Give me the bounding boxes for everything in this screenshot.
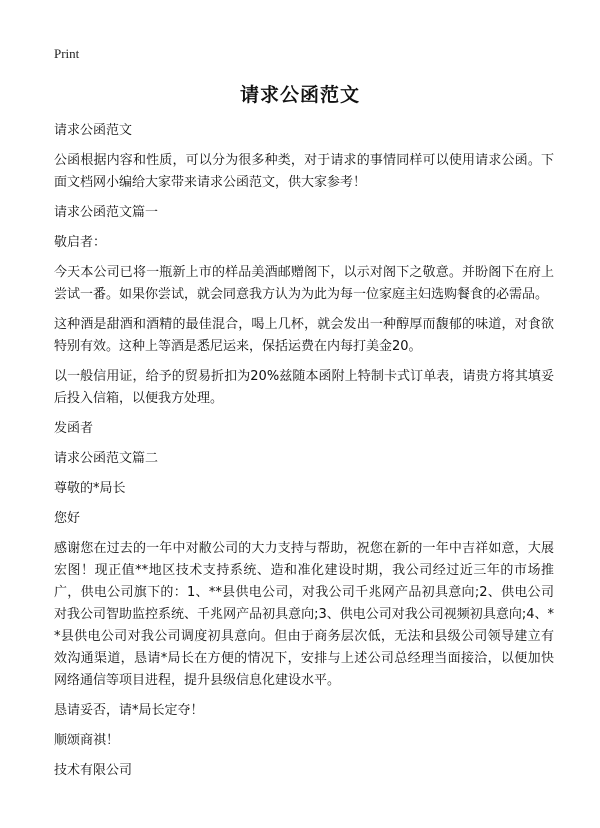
paragraph-salutation-two: 尊敬的*局长 (54, 481, 126, 496)
paragraph-greeting: 您好 (54, 511, 81, 526)
paragraph-section-one-heading: 请求公函范文篇一 (54, 205, 159, 220)
paragraph-request: 恳请妥否，请*局长定夺！ (54, 703, 204, 718)
paragraph-intro: 公函根据内容和性质，可以分为很多种类，对于请求的事情同样可以使用请求公函。下面文档网小编给大家带来请求公函范文，供大家参考！ (54, 153, 554, 190)
paragraph-subtitle: 请求公函范文 (54, 123, 133, 138)
document-body (54, 120, 554, 790)
document-title: 请求公函范文 (239, 84, 360, 106)
paragraph-closing: 顺颂商祺！ (54, 733, 120, 748)
paragraph-salutation-one: 敬启者： (54, 235, 107, 250)
paragraph-body: 以一般信用证，给予的贸易折扣为20%兹随本函附上特制卡式订单表，请贵方将其填妥后投入信箱，以便我方处理。 (54, 369, 554, 406)
paragraph-signature: 技术有限公司 (54, 763, 133, 778)
paragraph-body: 感谢您在过去的一年中对敝公司的大力支持与帮助，祝您在新的一年中吉祥如意，大展宏图！现正值**地区技术支持系统、造和准化建设时期，我公司经过近三年的市场推广，供电公司旗下的：1、**县供电公司，对我公司千兆网产品初具意向;2、供电公司对我公司智助监控系统、千兆网产品初具意向;3、供电公司对我公司视频初具意向;4、**县供电公司对我公司调度初具意向。但由于商务层次低，无法和县级公司领导建立有效沟通渠道，恳请*局长在方便的情况下，安排与上述公司总经理当面接洽，以便加快网络通信等项目进程，提升县级信息化建设水平。 (54, 541, 554, 688)
paragraph-body: 这种酒是甜酒和酒精的最佳混合，喝上几杯，就会发出一种醇厚而馥郁的味道，对食欲特别有效。这种上等酒是悉尼运来，保括运费在内每打美金20。 (54, 317, 554, 354)
paragraph-body: 今天本公司已将一瓶新上市的样品美酒邮赠阁下，以示对阁下之敬意。并盼阁下在府上尝试一番。如果你尝试，就会同意我方认为为此为每一位家庭主妇选购餐食的必需品。 (54, 265, 554, 302)
paragraph-sender: 发函者 (54, 421, 94, 436)
print-link[interactable]: Print (54, 46, 80, 61)
paragraph-section-two-heading: 请求公函范文篇二 (54, 451, 159, 466)
